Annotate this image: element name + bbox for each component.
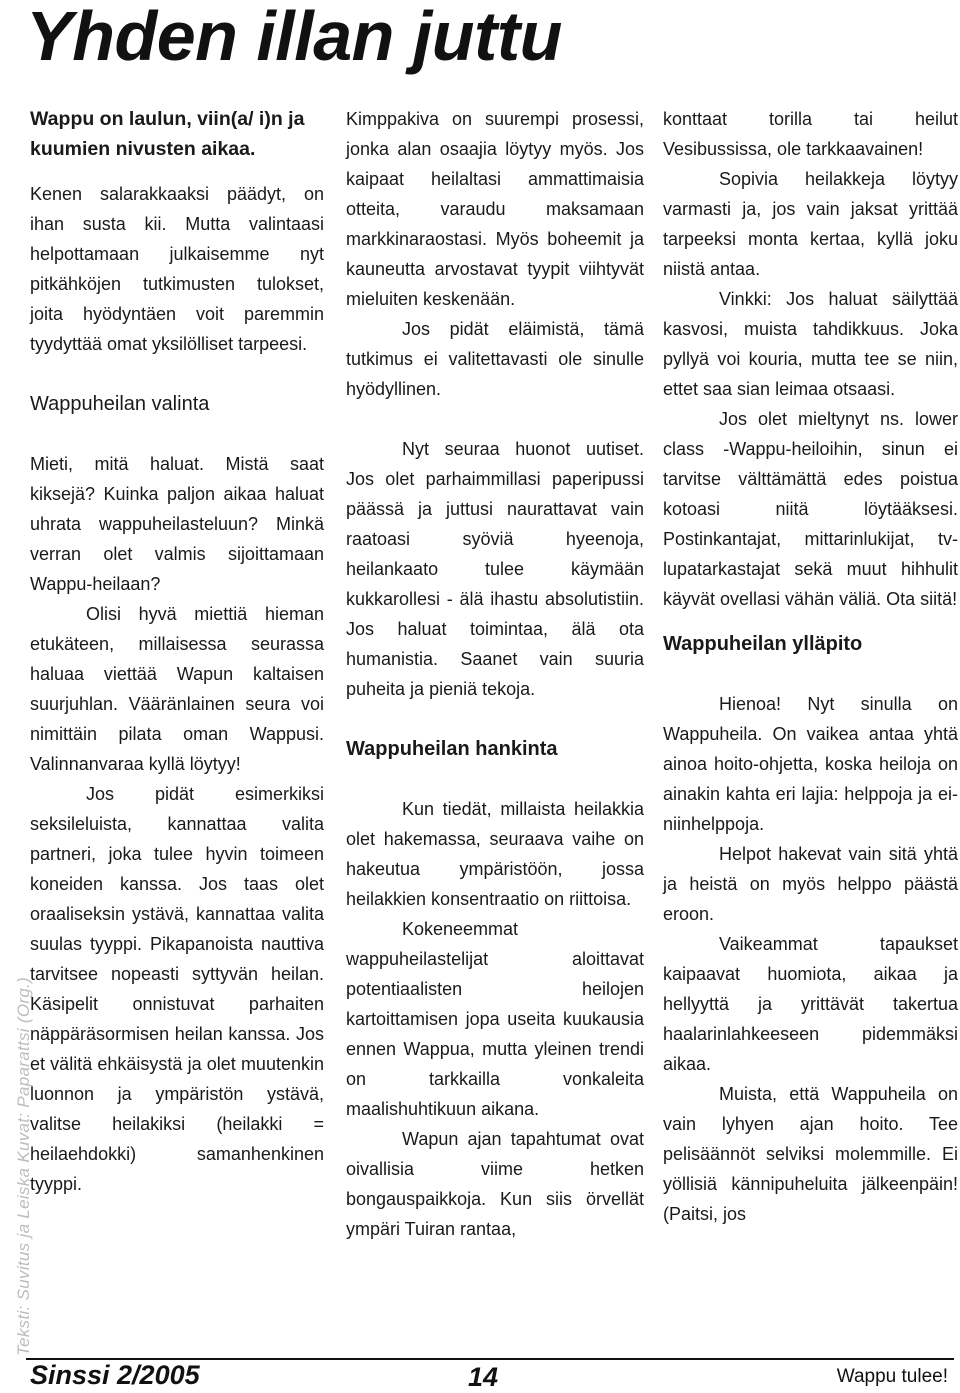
section-heading-yllapito: Wappuheilan ylläpito [663,633,863,655]
footer-section-tag: Wappu tulee! [836,1366,948,1387]
intro-paragraph: Kenen salarakkaaksi päädyt, on ihan susta kii. Mutta valintaasi helpottamaan julkaisemme nyt pitkähköjen tutkimusten tulokset, joita hyödyntäen voit paremmin tyydyttää omat yksilölliset tarpeesi. [30,184,324,354]
page-number: 14 [468,1362,499,1392]
article-column-1 [30,104,324,1199]
paragraph: Wapun ajan tapahtumat ovat oivallisia viime hetken bongauspaikkoja. Kun siis örvellät ympäri Tuiran rantaa, [346,1129,644,1239]
article-column-3 [663,104,958,1229]
article-column-2 [346,104,644,1244]
paragraph: Hienoa! Nyt sinulla on Wappuheila. On vaikea antaa yhtä ainoa hoito-ohjetta, koska heiloja on ainakin kahta eri lajia: helppoja ja ei-niinhelppoja. [663,694,958,834]
section-heading-hankinta: Wappuheilan hankinta [346,738,558,760]
paragraph: Muista, että Wappuheila on vain lyhyen ajan hoito. Tee pelisäännöt selviksi molemmille. Ei yöllisiä kännipuheluita jälkeenpäin! (Paitsi, jos [663,1084,958,1224]
paragraph: Kun tiedät, millaista heilakkia olet hakemassa, seuraava vaihe on hakeutua ympäristöön, jossa heilakkien konsentraatio on riittoisa. [346,799,644,909]
footer-issue: Sinssi 2/2005 [30,1360,200,1390]
paragraph: Mieti, mitä haluat. Mistä saat kiksejä? Kuinka paljon aikaa haluat uhrata wappuheilasteluun? Minkä verran olet valmis sijoittamaan Wappu-heilaan? [30,454,324,594]
paragraph: Jos olet mieltynyt ns. lower class -Wappu-heiloihin, sinun ei tarvitse välttämättä edes poistua kotoasi niitä löytääksesi. Postinkantajat, mittarinlukijat, tv-lupatarkastajat sekä muut hihhulit käyvät ovellasi vähän väliä. Ota siitä! [663,409,958,609]
side-credit: Teksti: Suvitus ja Leiska Kuvat: Paparattsi (Org.) [14,976,33,1356]
paragraph: Nyt seuraa huonot uutiset. Jos olet parhaimmillasi paperipussi päässä ja juttusi naurattavat vain raatoasi syöviä hyeenoja, heilankaato tulee käymään kukkarollesi - älä ihastu absolutistiin. Jos haluat toimintaa, älä ota humanistia. Saanet vain suuria puheita ja pieniä tekoja. [346,439,644,699]
section-heading-valinta: Wappuheilan valinta [30,393,210,415]
paragraph: Vinkki: Jos haluat säilyttää kasvosi, muista tahdikkuus. Joka pyllyä voi kouria, mutta tee se niin, ettet saa sian leimaa otsaasi. [663,289,958,399]
article-title: Yhden illan juttu [26,0,562,75]
paragraph: Kokeneemmat wappuheilastelijat aloittavat potentiaalisten heilojen kartoittamisen jopa useita kuukausia ennen Wappua, mutta yleinen trendi on tarkkailla vonkaleita maalishuhtikuun aikana. [346,919,644,1119]
paragraph: Jos pidät eläimistä, tämä tutkimus ei valitettavasti ole sinulle hyödyllinen. [346,319,644,399]
paragraph: Olisi hyvä miettiä hieman etukäteen, millaisessa seurassa haluaa viettää Wapun kaltaisen suurjuhlan. Vääränlainen seura voi nimittäin pilata oman Wappusi. Valinnanvaraa kyllä löytyy! [30,604,324,774]
paragraph: konttaat torilla tai heilut Vesibussissa, ole tarkkaavainen! [663,109,958,159]
paragraph: Sopivia heilakkeja löytyy varmasti ja, jos vain jaksat yrittää tarpeeksi monta kertaa, kyllä joku niistä antaa. [663,169,958,279]
lead-paragraph: Wappu on laulun, viin(a/ i)n ja kuumien nivusten aikaa. [30,108,305,160]
paragraph: Kimppakiva on suurempi prosessi, jonka alan osaajia löytyy myös. Jos kaipaat heilaltasi ammattimaisia otteita, varaudu maksamaan markkinaraostasi. Myös boheemit ja kauneutta arvostavat tyypit viihtyvät mieluiten keskenään. [346,109,644,309]
paragraph: Vaikeammat tapaukset kaipaavat huomiota, aikaa ja hellyyttä ja yrittävät takertua haalarinlahkeeseen pidemmäksi aikaa. [663,934,958,1074]
paragraph: Jos pidät esimerkiksi seksileluista, kannattaa valita partneri, joka tulee hyvin toimeen koneiden kanssa. Jos taas olet oraaliseksin ystävä, kannattaa valita suulas tyyppi. Pikapanoista nauttiva tarvitsee nopeasti syttyvän heilan. Käsipelit onnistuvat parhaiten näppäräsormisen heilan kanssa. Jos et välitä ehkäisystä ja olet muutenkin luonnon ja ympäristön ystävä, valitse heilakiksi (heilakki = heilaehdokki) samanhenkinen tyyppi. [30,784,324,1194]
paragraph: Helpot hakevat vain sitä yhtä ja heistä on myös helppo päästä eroon. [663,844,958,924]
